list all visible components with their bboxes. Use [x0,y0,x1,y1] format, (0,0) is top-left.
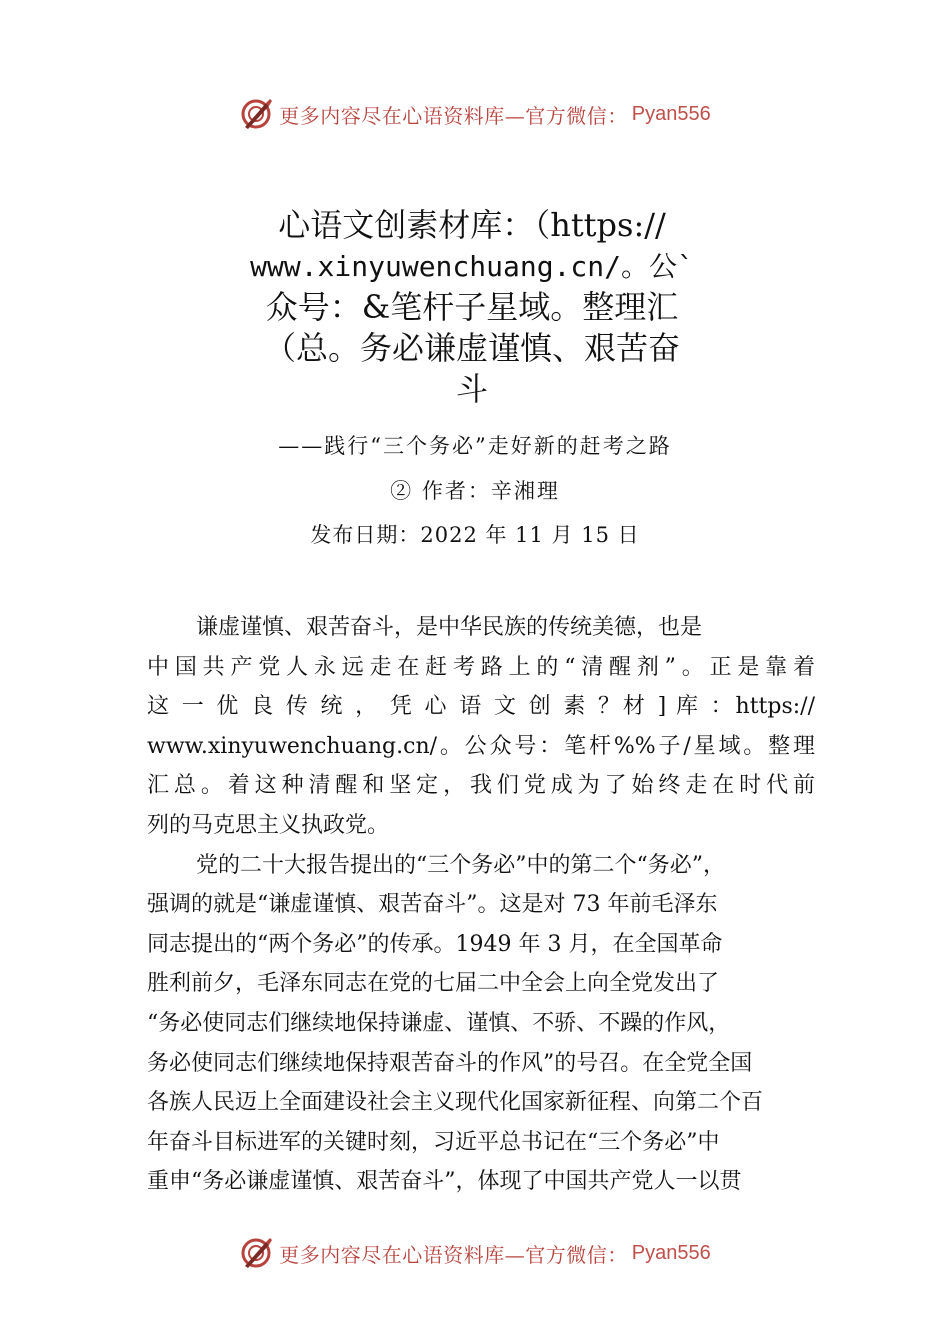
document-title [232,205,712,410]
body-line: 同志提出的“两个务必”的传承。1949 年 3 月，在全国革命 [147,931,723,957]
banner-wechat-id: Pyan556 [631,1241,711,1264]
body-line: 中国共产党人永远走在赶考路上的“清醒剂”。正是靠着 [147,654,815,680]
header-banner [0,92,950,136]
title-line: 众号：&笔杆子星域。整理汇 [265,288,679,326]
pen-logo-icon [239,97,273,131]
body-line: 谦虚谨慎、艰苦奋斗，是中华民族的传统美德，也是 [196,615,703,640]
article-body [147,608,815,1202]
title-line: （总。务必谦虚谨慎、艰苦奋 [263,329,680,367]
title-line: 心语文创素材库：（https:// [278,206,666,244]
title-line: www.xinyuwenchuang.cn/。公` [250,250,694,283]
body-line: 务必使同志们继续地保持艰苦奋斗的作风”的号召。在全党全国 [147,1050,753,1076]
body-line: 年奋斗目标进军的关键时刻，习近平总书记在“三个务必”中 [147,1129,720,1155]
body-line: “务必使同志们继续地保持谦虚、谨慎、不骄、不躁的作风， [147,1010,731,1036]
document-subtitle: ——践行“三个务必”走好新的赶考之路 [278,434,672,458]
body-line: 胜利前夕，毛泽东同志在党的七届二中全会上向全党发出了 [147,971,720,997]
publish-date: 发布日期：2022 年 11 月 15 日 [310,523,640,547]
body-line: 这 一 优 良 传 统 ， 凭 心 语 文 创 素 ？材 ] 库 ：https:// [147,694,815,720]
body-line: 强调的就是“谦虚谨慎、艰苦奋斗”。这是对 73 年前毛泽东 [147,892,718,918]
author-line: ② 作者：辛湘理 [390,479,560,503]
pen-logo-icon [239,1236,273,1270]
footer-banner [0,1231,950,1275]
banner-text: 更多内容尽在心语资料库—官方微信： [279,1242,628,1267]
body-line: 党的二十大报告提出的“三个务必”中的第二个“务必”， [196,852,725,878]
banner-text: 更多内容尽在心语资料库—官方微信： [279,103,628,128]
body-line: 列的马克思主义执政党。 [147,812,390,838]
body-line: www.xinyuwenchuang.cn/。公众号：笔杆%%子/星域。整理 [147,733,815,759]
body-line: 汇总。着这种清醒和坚定，我们党成为了始终走在时代前 [147,773,815,799]
body-line: 重申“务必谦虚谨慎、艰苦奋斗”，体现了中国共产党人一以贯 [147,1169,742,1195]
body-line: 各族人民迈上全面建设社会主义现代化国家新征程、向第二个百 [147,1090,764,1116]
banner-wechat-id: Pyan556 [631,102,711,125]
title-line: 斗 [455,370,488,408]
